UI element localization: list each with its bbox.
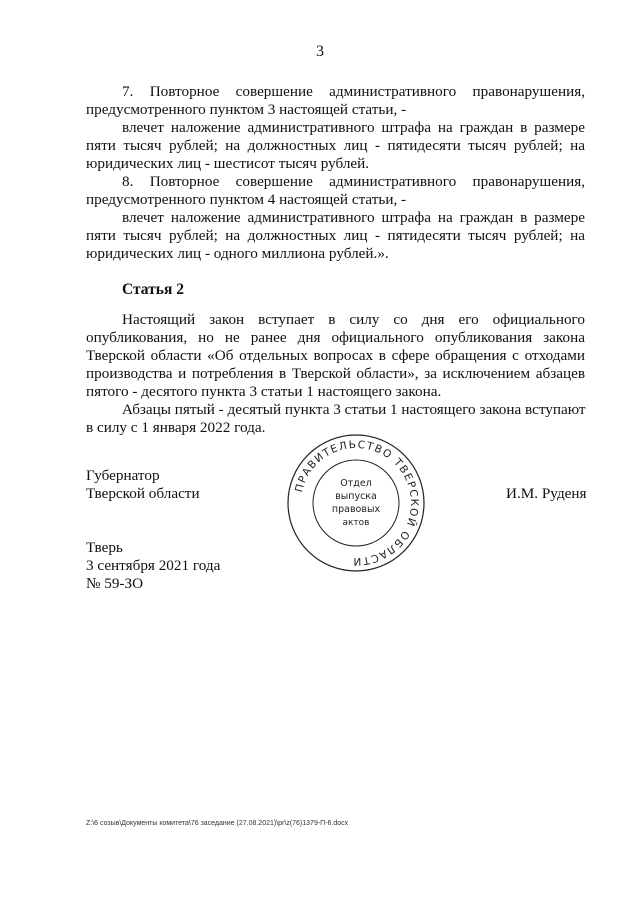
page-number: 3 bbox=[316, 43, 324, 60]
article-body-line: производства и потребления в Тверской области», за исключением абзацев bbox=[86, 365, 585, 382]
paragraph-7-line: предусмотренного пунктом 3 настоящей статьи, - bbox=[86, 101, 407, 118]
article-body-line: опубликования, но не ранее дня официального опубликования закона bbox=[86, 329, 585, 346]
seal-text-line3: правовых bbox=[331, 504, 381, 515]
signatory-name: И.М. Руденя bbox=[506, 485, 587, 502]
paragraph-8-line: предусмотренного пунктом 4 настоящей статьи, - bbox=[86, 191, 407, 208]
paragraph-7-line: 7. Повторное совершение административного правонарушения, bbox=[122, 83, 585, 100]
footer-file-path: Z:\6 созыв\Документы комитета\76 заседание (27.08.2021)\pr\z(76)1379-П-6.docx bbox=[86, 820, 349, 827]
article-body-line: Тверской области «Об отдельных вопросах в сфере обращения с отходами bbox=[86, 347, 585, 364]
article-body-line: Абзацы пятый - десятый пункта 3 статьи 1 настоящего закона вступают bbox=[122, 401, 586, 418]
paragraph-8-line: 8. Повторное совершение административного правонарушения, bbox=[122, 173, 585, 190]
seal-ring-text: ПРАВИТЕЛЬСТВО ТВЕРСКОЙ ОБЛАСТИ bbox=[293, 438, 421, 568]
seal-text-line4: актов bbox=[342, 518, 370, 528]
paragraph-7-line: пяти тысяч рублей; на должностных лиц - пятидесяти тысяч рублей; на bbox=[86, 137, 585, 154]
article-body-line: пятого - десятого пункта 3 статьи 1 настоящего закона. bbox=[86, 383, 442, 400]
paragraph-7-line: юридических лиц - шестисот тысяч рублей. bbox=[86, 155, 370, 172]
paragraph-8-line: пяти тысяч рублей; на должностных лиц - пятидесяти тысяч рублей; на bbox=[86, 227, 585, 244]
place: Тверь bbox=[86, 539, 123, 556]
seal-text-line1: Отдел bbox=[340, 478, 372, 489]
law-number: № 59-ЗО bbox=[86, 575, 144, 592]
official-seal bbox=[286, 433, 426, 573]
signatory-title-line1: Губернатор bbox=[86, 467, 160, 484]
date: 3 сентября 2021 года bbox=[86, 557, 221, 574]
paragraph-8-line: влечет наложение административного штрафа на граждан в размере bbox=[122, 209, 585, 226]
article-body-line: Настоящий закон вступает в силу со дня его официального bbox=[122, 311, 585, 328]
seal-text-line2: выпуска bbox=[335, 491, 377, 502]
signatory-title-line2: Тверской области bbox=[86, 485, 200, 502]
svg-text:ПРАВИТЕЛЬСТВО ТВЕРСКОЙ ОБЛАСТИ bbox=[293, 439, 420, 567]
paragraph-7-line: влечет наложение административного штрафа на граждан в размере bbox=[122, 119, 585, 136]
article-body-line: в силу с 1 января 2022 года. bbox=[86, 419, 266, 436]
article-heading: Статья 2 bbox=[122, 281, 184, 298]
paragraph-8-line: юридических лиц - одного миллиона рублей.». bbox=[86, 245, 389, 262]
